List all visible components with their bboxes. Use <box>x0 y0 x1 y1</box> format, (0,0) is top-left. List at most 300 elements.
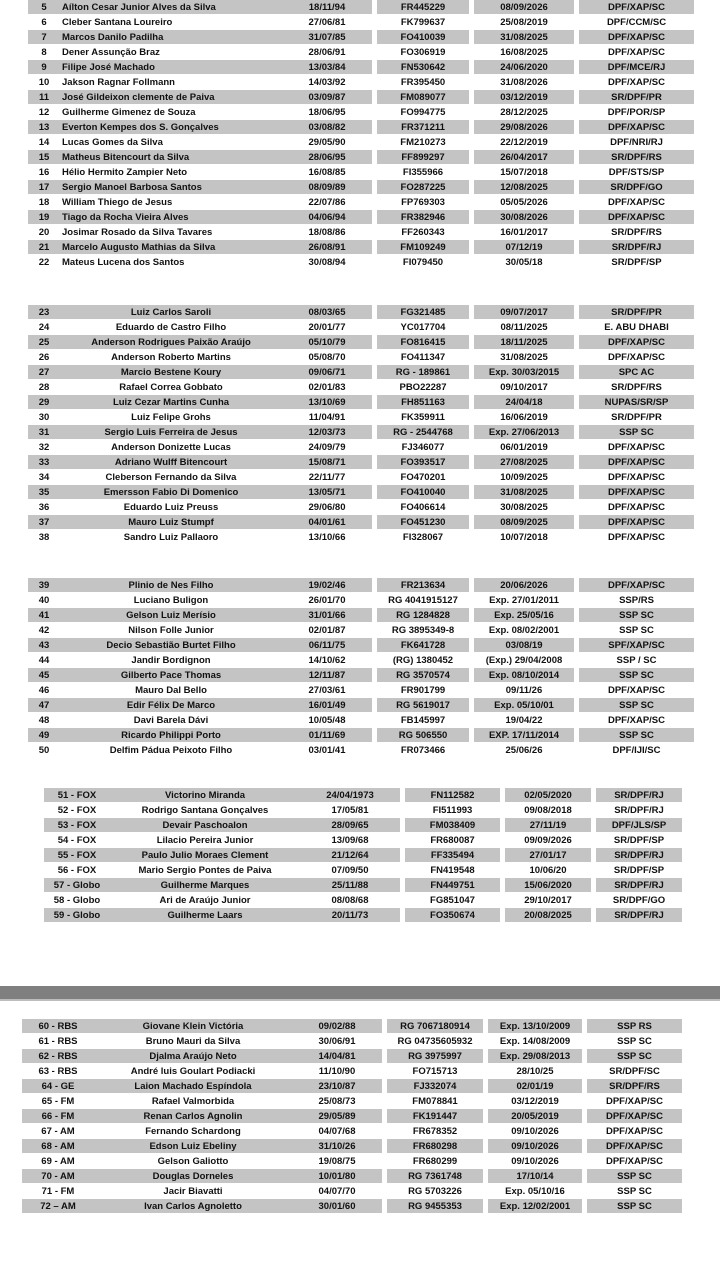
row-number: 58 - Globo <box>44 893 110 908</box>
birth-date: 28/06/91 <box>282 45 372 60</box>
person-name: Rodrigo Santana Gonçalves <box>110 803 300 818</box>
person-name: Sandro Luiz Pallaoro <box>60 530 282 545</box>
expiry-date: 08/09/2026 <box>474 0 574 15</box>
expiry-date: 25/08/2019 <box>474 15 574 30</box>
row-number: 51 - FOX <box>44 788 110 803</box>
expiry-date: 03/12/2019 <box>474 90 574 105</box>
person-name: Devair Paschoalon <box>110 818 300 833</box>
person-name: Victorino Miranda <box>110 788 300 803</box>
table-row <box>28 425 694 440</box>
person-name: Rafael Correa Gobbato <box>60 380 282 395</box>
table-row <box>28 440 694 455</box>
birth-date: 19/08/75 <box>292 1154 382 1169</box>
person-name: Fernando Schardong <box>94 1124 292 1139</box>
table-row <box>28 410 694 425</box>
person-name: Mario Sergio Pontes de Paiva <box>110 863 300 878</box>
document-number: RG 5619017 <box>377 698 469 713</box>
table-row <box>28 530 694 545</box>
row-number: 36 <box>28 500 60 515</box>
birth-date: 31/07/85 <box>282 30 372 45</box>
birth-date: 08/08/68 <box>300 893 400 908</box>
person-name: Eduardo de Castro Filho <box>60 320 282 335</box>
birth-date: 03/09/87 <box>282 90 372 105</box>
issuing-authority: DPF/XAP/SC <box>579 455 694 470</box>
row-number: 10 <box>28 75 60 90</box>
document-number: FG851047 <box>405 893 500 908</box>
document-number: FH851163 <box>377 395 469 410</box>
table-row <box>28 120 694 135</box>
expiry-date: 16/06/2019 <box>474 410 574 425</box>
person-name: Jakson Ragnar Follmann <box>60 75 282 90</box>
birth-date: 17/05/81 <box>300 803 400 818</box>
row-number: 33 <box>28 455 60 470</box>
table-row <box>28 743 694 758</box>
birth-date: 30/01/60 <box>292 1199 382 1214</box>
table-row <box>28 320 694 335</box>
document-number: FR678352 <box>387 1124 483 1139</box>
document-number: FR382946 <box>377 210 469 225</box>
expiry-date: 31/08/2025 <box>474 485 574 500</box>
table-row <box>22 1094 682 1109</box>
person-name: Eduardo Luiz Preuss <box>60 500 282 515</box>
row-number: 43 <box>28 638 60 653</box>
document-number: FI079450 <box>377 255 469 270</box>
issuing-authority: DPF/XAP/SC <box>587 1094 682 1109</box>
document-number: FO451230 <box>377 515 469 530</box>
document-number: FG321485 <box>377 305 469 320</box>
document-number: FO410039 <box>377 30 469 45</box>
issuing-authority: SSP SC <box>587 1034 682 1049</box>
table-row <box>28 350 694 365</box>
table-row <box>22 1124 682 1139</box>
table-row <box>44 833 682 848</box>
row-number: 66 - FM <box>22 1109 94 1124</box>
table-row <box>28 180 694 195</box>
birth-date: 19/02/46 <box>282 578 372 593</box>
document-number: FI328067 <box>377 530 469 545</box>
issuing-authority: SR/DPF/SC <box>587 1064 682 1079</box>
table-row <box>28 150 694 165</box>
document-number: FR680299 <box>387 1154 483 1169</box>
expiry-date: 08/09/2025 <box>474 515 574 530</box>
expiry-date: 15/07/2018 <box>474 165 574 180</box>
table-row <box>28 515 694 530</box>
birth-date: 11/10/90 <box>292 1064 382 1079</box>
expiry-date: 17/10/14 <box>488 1169 582 1184</box>
document-number: FO816415 <box>377 335 469 350</box>
table-row <box>28 335 694 350</box>
expiry-date: 29/10/2017 <box>505 893 591 908</box>
table-row <box>28 485 694 500</box>
person-name: Sergio Manoel Barbosa Santos <box>60 180 282 195</box>
birth-date: 22/11/77 <box>282 470 372 485</box>
person-name: José Gildeixon clemente de Paiva <box>60 90 282 105</box>
row-number: 57 - Globo <box>44 878 110 893</box>
expiry-date: Exp. 25/05/16 <box>474 608 574 623</box>
expiry-date: 25/06/26 <box>474 743 574 758</box>
expiry-date: 30/08/2025 <box>474 500 574 515</box>
expiry-date: 22/12/2019 <box>474 135 574 150</box>
row-number: 65 - FM <box>22 1094 94 1109</box>
issuing-authority: DPF/XAP/SC <box>579 30 694 45</box>
expiry-date: 30/08/2026 <box>474 210 574 225</box>
row-number: 40 <box>28 593 60 608</box>
person-name: Mauro Luiz Stumpf <box>60 515 282 530</box>
press-table-1 <box>44 788 682 923</box>
row-number: 41 <box>28 608 60 623</box>
birth-date: 13/03/84 <box>282 60 372 75</box>
passenger-table-2 <box>28 305 694 545</box>
document-number: RG 7067180914 <box>387 1019 483 1034</box>
document-number: FO393517 <box>377 455 469 470</box>
table-row <box>28 60 694 75</box>
row-number: 8 <box>28 45 60 60</box>
document-number: FO287225 <box>377 180 469 195</box>
issuing-authority: SR/DPF/GO <box>579 180 694 195</box>
row-number: 50 <box>28 743 60 758</box>
table-row <box>28 395 694 410</box>
row-number: 30 <box>28 410 60 425</box>
row-number: 62 - RBS <box>22 1049 94 1064</box>
birth-date: 29/05/90 <box>282 135 372 150</box>
issuing-authority: SR/DPF/RS <box>579 225 694 240</box>
birth-date: 26/01/70 <box>282 593 372 608</box>
issuing-authority: SSP RS <box>587 1019 682 1034</box>
row-number: 42 <box>28 623 60 638</box>
document-number: RG 3570574 <box>377 668 469 683</box>
expiry-date: 26/04/2017 <box>474 150 574 165</box>
expiry-date: 20/08/2025 <box>505 908 591 923</box>
document-number: FR073466 <box>377 743 469 758</box>
person-name: Luciano Buligon <box>60 593 282 608</box>
issuing-authority: SPC AC <box>579 365 694 380</box>
document-number: FN419548 <box>405 863 500 878</box>
row-number: 70 - AM <box>22 1169 94 1184</box>
person-name: Cleber Santana Loureiro <box>60 15 282 30</box>
birth-date: 14/03/92 <box>282 75 372 90</box>
issuing-authority: DPF/XAP/SC <box>579 500 694 515</box>
row-number: 25 <box>28 335 60 350</box>
issuing-authority: DPF/XAP/SC <box>579 713 694 728</box>
expiry-date: 09/09/2026 <box>505 833 591 848</box>
issuing-authority: DPF/XAP/SC <box>579 120 694 135</box>
issuing-authority: DPF/XAP/SC <box>579 440 694 455</box>
expiry-date: 15/06/2020 <box>505 878 591 893</box>
document-number: FO470201 <box>377 470 469 485</box>
person-name: Douglas Dorneles <box>94 1169 292 1184</box>
person-name: Gelson Galiotto <box>94 1154 292 1169</box>
row-number: 54 - FOX <box>44 833 110 848</box>
row-number: 45 <box>28 668 60 683</box>
document-number: FM038409 <box>405 818 500 833</box>
document-number: RG 3975997 <box>387 1049 483 1064</box>
table-row <box>28 165 694 180</box>
issuing-authority: SR/DPF/RS <box>587 1079 682 1094</box>
expiry-date: 10/09/2025 <box>474 470 574 485</box>
birth-date: 28/09/65 <box>300 818 400 833</box>
expiry-date: Exp. 12/02/2001 <box>488 1199 582 1214</box>
issuing-authority: SSP SC <box>579 425 694 440</box>
birth-date: 02/01/87 <box>282 623 372 638</box>
row-number: 44 <box>28 653 60 668</box>
row-number: 60 - RBS <box>22 1019 94 1034</box>
expiry-date: Exp. 29/08/2013 <box>488 1049 582 1064</box>
birth-date: 02/01/83 <box>282 380 372 395</box>
row-number: 47 <box>28 698 60 713</box>
document-number: RG 1284828 <box>377 608 469 623</box>
row-number: 72 – AM <box>22 1199 94 1214</box>
table-row <box>28 30 694 45</box>
expiry-date: Exp. 13/10/2009 <box>488 1019 582 1034</box>
birth-date: 29/06/80 <box>282 500 372 515</box>
document-number: RG - 2544768 <box>377 425 469 440</box>
issuing-authority: E. ABU DHABI <box>579 320 694 335</box>
expiry-date: Exp. 05/10/01 <box>474 698 574 713</box>
issuing-authority: DPF/CCM/SC <box>579 15 694 30</box>
expiry-date: 28/10/25 <box>488 1064 582 1079</box>
document-number: FI511993 <box>405 803 500 818</box>
issuing-authority: SR/DPF/GO <box>596 893 682 908</box>
birth-date: 21/12/64 <box>300 848 400 863</box>
birth-date: 25/11/88 <box>300 878 400 893</box>
row-number: 71 - FM <box>22 1184 94 1199</box>
person-name: Hélio Hermito Zampier Neto <box>60 165 282 180</box>
row-number: 16 <box>28 165 60 180</box>
table-row <box>22 1034 682 1049</box>
issuing-authority: DPF/XAP/SC <box>579 683 694 698</box>
issuing-authority: SSP SC <box>587 1184 682 1199</box>
document-number: RG 3895349-8 <box>377 623 469 638</box>
row-number: 19 <box>28 210 60 225</box>
table-row <box>28 728 694 743</box>
document-number: FJ332074 <box>387 1079 483 1094</box>
birth-date: 27/03/61 <box>282 683 372 698</box>
document-number: FO410040 <box>377 485 469 500</box>
birth-date: 13/09/68 <box>300 833 400 848</box>
document-number: FR213634 <box>377 578 469 593</box>
table-row <box>28 90 694 105</box>
table-row <box>22 1019 682 1034</box>
row-number: 7 <box>28 30 60 45</box>
birth-date: 10/01/80 <box>292 1169 382 1184</box>
issuing-authority: SSP / SC <box>579 653 694 668</box>
table-row <box>28 15 694 30</box>
row-number: 13 <box>28 120 60 135</box>
document-number: FM078841 <box>387 1094 483 1109</box>
table-row <box>28 210 694 225</box>
table-row <box>28 240 694 255</box>
birth-date: 24/09/79 <box>282 440 372 455</box>
person-name: Everton Kempes dos S. Gonçalves <box>60 120 282 135</box>
person-name: Anderson Rodrigues Paixão Araújo <box>60 335 282 350</box>
issuing-authority: DPF/XAP/SC <box>579 75 694 90</box>
issuing-authority: SR/DPF/RS <box>579 380 694 395</box>
document-number: FO306919 <box>377 45 469 60</box>
document-number: FO406614 <box>377 500 469 515</box>
expiry-date: 03/08/19 <box>474 638 574 653</box>
birth-date: 06/11/75 <box>282 638 372 653</box>
row-number: 39 <box>28 578 60 593</box>
expiry-date: 27/08/2025 <box>474 455 574 470</box>
issuing-authority: SSP SC <box>579 623 694 638</box>
row-number: 38 <box>28 530 60 545</box>
expiry-date: 09/07/2017 <box>474 305 574 320</box>
person-name: Plinio de Nes Filho <box>60 578 282 593</box>
table-row <box>44 863 682 878</box>
birth-date: 10/05/48 <box>282 713 372 728</box>
person-name: Gilberto Pace Thomas <box>60 668 282 683</box>
birth-date: 13/10/66 <box>282 530 372 545</box>
birth-date: 08/09/89 <box>282 180 372 195</box>
page-separator <box>0 986 720 999</box>
row-number: 17 <box>28 180 60 195</box>
person-name: Emersson Fabio Di Domenico <box>60 485 282 500</box>
document-number: FR680298 <box>387 1139 483 1154</box>
table-row <box>44 893 682 908</box>
row-number: 32 <box>28 440 60 455</box>
expiry-date: 20/06/2026 <box>474 578 574 593</box>
issuing-authority: DPF/XAP/SC <box>579 515 694 530</box>
expiry-date: EXP. 17/11/2014 <box>474 728 574 743</box>
expiry-date: Exp. 05/10/16 <box>488 1184 582 1199</box>
row-number: 69 - AM <box>22 1154 94 1169</box>
expiry-date: 16/01/2017 <box>474 225 574 240</box>
issuing-authority: SR/DPF/SP <box>596 863 682 878</box>
table-row <box>44 788 682 803</box>
birth-date: 31/10/26 <box>292 1139 382 1154</box>
expiry-date: 08/11/2025 <box>474 320 574 335</box>
document-number: FO994775 <box>377 105 469 120</box>
person-name: Luiz Cezar Martins Cunha <box>60 395 282 410</box>
document-number: FB145997 <box>377 713 469 728</box>
person-name: Djalma Araújo Neto <box>94 1049 292 1064</box>
document-number: FR680087 <box>405 833 500 848</box>
row-number: 37 <box>28 515 60 530</box>
issuing-authority: DPF/XAP/SC <box>579 350 694 365</box>
issuing-authority: DPF/IJI/SC <box>579 743 694 758</box>
birth-date: 26/08/91 <box>282 240 372 255</box>
birth-date: 16/08/85 <box>282 165 372 180</box>
document-number: YC017704 <box>377 320 469 335</box>
issuing-authority: SR/DPF/SP <box>579 255 694 270</box>
expiry-date: Exp. 14/08/2009 <box>488 1034 582 1049</box>
birth-date: 09/02/88 <box>292 1019 382 1034</box>
table-row <box>28 195 694 210</box>
row-number: 35 <box>28 485 60 500</box>
table-row <box>28 225 694 240</box>
document-number: FF899297 <box>377 150 469 165</box>
row-number: 15 <box>28 150 60 165</box>
table-row <box>22 1169 682 1184</box>
table-row <box>28 255 694 270</box>
table-row <box>44 803 682 818</box>
person-name: Ari de Araújo Junior <box>110 893 300 908</box>
person-name: Cleberson Fernando da Silva <box>60 470 282 485</box>
birth-date: 18/11/94 <box>282 0 372 15</box>
expiry-date: 18/11/2025 <box>474 335 574 350</box>
person-name: Paulo Julio Moraes Clement <box>110 848 300 863</box>
birth-date: 14/10/62 <box>282 653 372 668</box>
person-name: Lucas Gomes da Silva <box>60 135 282 150</box>
person-name: Aílton Cesar Junior Alves da Silva <box>60 0 282 15</box>
expiry-date: Exp. 27/01/2011 <box>474 593 574 608</box>
person-name: André luis Goulart Podiacki <box>94 1064 292 1079</box>
expiry-date: 02/05/2020 <box>505 788 591 803</box>
row-number: 29 <box>28 395 60 410</box>
row-number: 55 - FOX <box>44 848 110 863</box>
person-name: Josimar Rosado da Silva Tavares <box>60 225 282 240</box>
document-number: FP769303 <box>377 195 469 210</box>
issuing-authority: DPF/XAP/SC <box>587 1124 682 1139</box>
person-name: Davi Barela Dávi <box>60 713 282 728</box>
table-row <box>44 848 682 863</box>
birth-date: 12/11/87 <box>282 668 372 683</box>
person-name: Matheus Bitencourt da Silva <box>60 150 282 165</box>
table-row <box>22 1199 682 1214</box>
person-name: Tiago da Rocha Vieira Alves <box>60 210 282 225</box>
issuing-authority: DPF/MCE/RJ <box>579 60 694 75</box>
document-number: FR395450 <box>377 75 469 90</box>
person-name: Jandir Bordignon <box>60 653 282 668</box>
expiry-date: 10/06/20 <box>505 863 591 878</box>
table-row <box>28 105 694 120</box>
passenger-table-3 <box>28 578 694 758</box>
person-name: Guilherme Gimenez de Souza <box>60 105 282 120</box>
table-row <box>28 623 694 638</box>
person-name: Marcos Danilo Padilha <box>60 30 282 45</box>
table-row <box>44 818 682 833</box>
expiry-date: 31/08/2025 <box>474 350 574 365</box>
row-number: 23 <box>28 305 60 320</box>
birth-date: 30/06/91 <box>292 1034 382 1049</box>
table-row <box>28 578 694 593</box>
expiry-date: 09/11/26 <box>474 683 574 698</box>
table-row <box>22 1109 682 1124</box>
issuing-authority: SR/DPF/RJ <box>596 803 682 818</box>
document-number: FR445229 <box>377 0 469 15</box>
expiry-date: Exp. 08/10/2014 <box>474 668 574 683</box>
person-name: William Thiego de Jesus <box>60 195 282 210</box>
expiry-date: 30/05/18 <box>474 255 574 270</box>
table-row <box>28 698 694 713</box>
birth-date: 09/06/71 <box>282 365 372 380</box>
document-number: FR371211 <box>377 120 469 135</box>
row-number: 9 <box>28 60 60 75</box>
row-number: 26 <box>28 350 60 365</box>
row-number: 67 - AM <box>22 1124 94 1139</box>
table-row <box>22 1064 682 1079</box>
document-number: FN112582 <box>405 788 500 803</box>
row-number: 52 - FOX <box>44 803 110 818</box>
document-number: FM109249 <box>377 240 469 255</box>
expiry-date: Exp. 27/06/2013 <box>474 425 574 440</box>
passenger-table-1 <box>28 0 694 270</box>
expiry-date: 28/12/2025 <box>474 105 574 120</box>
expiry-date: 06/01/2019 <box>474 440 574 455</box>
expiry-date: 31/08/2026 <box>474 75 574 90</box>
document-number: FJ346077 <box>377 440 469 455</box>
document-number: FM089077 <box>377 90 469 105</box>
person-name: Laion Machado Espíndola <box>94 1079 292 1094</box>
issuing-authority: DPF/XAP/SC <box>579 0 694 15</box>
table-row <box>22 1139 682 1154</box>
table-row <box>28 653 694 668</box>
document-number: RG 4041915127 <box>377 593 469 608</box>
document-number: FO350674 <box>405 908 500 923</box>
birth-date: 20/11/73 <box>300 908 400 923</box>
issuing-authority: SR/DPF/RS <box>579 150 694 165</box>
expiry-date: 09/08/2018 <box>505 803 591 818</box>
